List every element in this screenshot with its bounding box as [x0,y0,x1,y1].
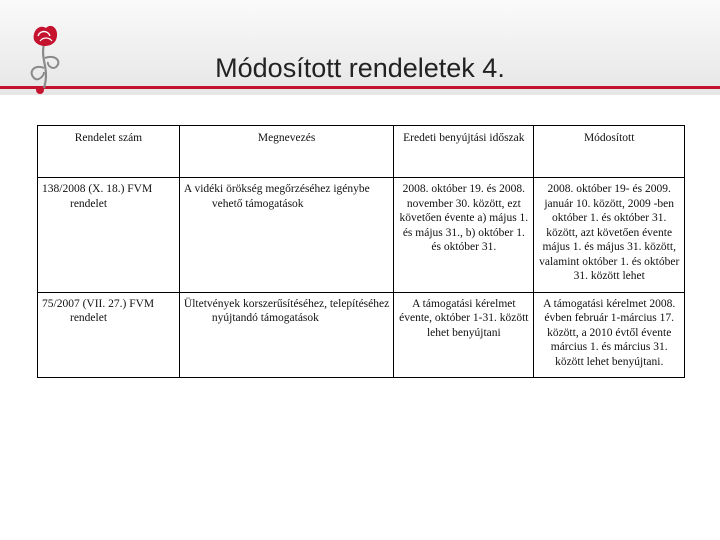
header-rendelet-szam: Rendelet szám [38,126,180,178]
cell-modified: 2008. október 19- és 2009. január 10. között, 2009 -ben október 1. és október 31. között, azt követően évente május 1. és május 31. között, valamint október 1. és október 31. között lehet [534,178,685,293]
header-divider [0,86,720,89]
header-eredeti: Eredeti benyújtási időszak [394,126,534,178]
cell-original: A támogatási kérelmet évente, október 1-31. között lehet benyújtani [394,292,534,378]
header-modositott: Módosított [534,126,685,178]
page-title: Módosított rendeletek 4. [215,53,505,83]
table-header-row [38,126,685,178]
cell-number: 138/2008 (X. 18.) FVM rendelet [38,178,180,293]
regulations-table [37,125,685,378]
cell-modified: A támogatási kérelmet 2008. évben február 1-március 17. között, a 2010 évtől évente március 1. és március 31. között lehet benyújtani. [534,292,685,378]
header-megnevezes: Megnevezés [179,126,393,178]
cell-number: 75/2007 (VII. 27.) FVM rendelet [38,292,180,378]
table-row [38,178,685,293]
cell-name: A vidéki örökség megőrzéséhez igénybe vehető támogatások [179,178,393,293]
cell-original: 2008. október 19. és 2008. november 30. között, ezt követően évente a) május 1. és május 31., b) október 1. és október 31. [394,178,534,293]
cell-name: Ültetvények korszerűsítéséhez, telepítéséhez nyújtandó támogatások [179,292,393,378]
table-row [38,292,685,378]
